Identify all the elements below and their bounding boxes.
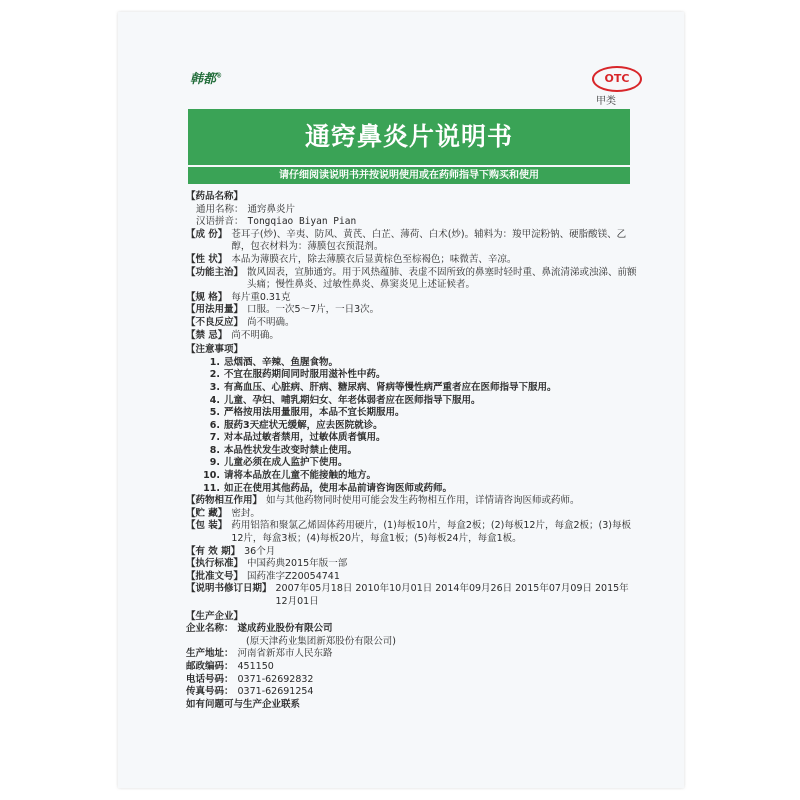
precaution-item: [186, 483, 638, 496]
precaution-item: [186, 357, 638, 370]
precaution-item: [186, 395, 638, 408]
storage-row: 【贮 藏】 密封。: [186, 507, 260, 519]
leaflet-content: [186, 189, 638, 711]
precaution-number: 10.: [203, 470, 220, 482]
address-row: 生产地址： 河南省新郑市人民东路: [186, 648, 333, 660]
document-title: 通窍鼻炎片说明书: [188, 109, 630, 165]
precautions-list: [186, 357, 638, 496]
precaution-number: 3.: [209, 381, 220, 393]
precaution-text: 有高血压、心脏病、肝病、糖尿病、肾病等慢性病严重者应在医师指导下服用。: [224, 381, 557, 393]
validity-row: 【有 效 期】 36个月: [186, 545, 276, 557]
standard-row: 【执行标准】 中国药典2015年版一部: [186, 558, 348, 570]
brand-logo: 韩都®: [190, 72, 223, 87]
appearance-row: 【性 状】 本品为薄膜衣片，除去薄膜衣后显黄棕色至棕褐色；味微苦、辛凉。: [186, 253, 517, 265]
ingredients-row: 【成 份】 苍耳子(炒)、辛夷、防风、黄芪、白芷、薄荷、白术(炒)。辅料为：羧甲淀粉钠、硬脂酸镁、乙醇，包衣材料为：薄膜包衣预混剂。: [186, 228, 627, 253]
precaution-item: [186, 470, 638, 483]
precaution-item: [186, 407, 638, 420]
precaution-item: [186, 382, 638, 395]
fax-row: 传真号码： 0371-62691254: [186, 686, 314, 698]
precaution-text: 严格按用法用量服用，本品不宜长期服用。: [224, 407, 405, 419]
precaution-number: 8.: [209, 444, 220, 456]
adverse-row: 【不良反应】 尚不明确。: [186, 316, 295, 328]
precaution-number: 9.: [209, 457, 220, 469]
pinyin-row: 汉语拼音： Tongqiao Biyan Pian: [196, 216, 357, 228]
generic-name-row: 通用名称： 通窍鼻炎片: [196, 203, 296, 215]
precaution-item: [186, 432, 638, 445]
precaution-number: 7.: [209, 432, 220, 444]
precautions-heading: 【注意事项】: [186, 344, 244, 356]
zip-row: 邮政编码： 451150: [186, 660, 274, 672]
dosage-row: 【用法用量】 口服。一次5～7片，一日3次。: [186, 304, 380, 316]
precaution-item: [186, 369, 638, 382]
usage-notice: 请仔细阅读说明书并按说明使用或在药师指导下购买和使用: [188, 167, 630, 184]
contact-note: 如有问题可与生产企业联系: [186, 698, 301, 710]
precaution-number: 6.: [209, 419, 220, 431]
phone-row: 电话号码： 0371-62692832: [186, 673, 314, 685]
precaution-number: 1.: [209, 356, 220, 368]
precaution-text: 如正在使用其他药品，使用本品前请咨询医师或药师。: [224, 482, 453, 494]
otc-class: 甲类: [596, 96, 616, 107]
approval-row: 【批准文号】 国药准字Z20054741: [186, 570, 340, 582]
manufacturer-heading: 【生产企业】: [186, 610, 244, 622]
precaution-text: 请将本品放在儿童不能接触的地方。: [224, 470, 377, 482]
manufacturer-name-row: 企业名称： 遂成药业股份有限公司: [186, 623, 333, 635]
manufacturer-former-row: (原天津药业集团新郑股份有限公司): [246, 635, 396, 647]
precaution-text: 本品性状发生改变时禁止使用。: [224, 444, 358, 456]
precaution-text: 服药3天症状无缓解，应去医院就诊。: [224, 419, 383, 431]
spec-row: 【规 格】 每片重0.31克: [186, 291, 291, 303]
contraindications-row: 【禁 忌】 尚不明确。: [186, 329, 279, 341]
precaution-number: 4.: [209, 394, 220, 406]
precaution-item: [186, 420, 638, 433]
precaution-text: 对本品过敏者禁用，过敏体质者慎用。: [224, 432, 386, 444]
interactions-row: 【药物相互作用】 如与其他药物同时使用可能会发生药物相互作用，详情请咨询医师或药师。: [186, 495, 580, 507]
precaution-number: 5.: [209, 407, 220, 419]
precaution-number: 2.: [209, 369, 220, 381]
drug-name-section: 【药品名称】: [186, 191, 244, 202]
leaflet-page: [118, 12, 684, 788]
otc-badge: OTC: [592, 66, 642, 92]
precaution-item: [186, 445, 638, 458]
revision-row: 【说明书修订日期】 2007年05月18日 2010年10月01日 2014年09月26日 2015年07月09日 2015年12月01日: [186, 583, 629, 607]
indications-row: 【功能主治】 散风固表，宣肺通窍。用于风热蕴肺、表虚不固所致的鼻塞时轻时重、鼻流清涕或浊涕、前额头痛；慢性鼻炎、过敏性鼻炎、鼻窦炎见上述证候者。: [186, 266, 637, 291]
precaution-number: 11.: [203, 482, 220, 494]
precaution-text: 忌烟酒、辛辣、鱼腥食物。: [224, 356, 339, 368]
precaution-text: 不宜在服药期间同时服用滋补性中药。: [224, 369, 386, 381]
precaution-text: 儿童、孕妇、哺乳期妇女、年老体弱者应在医师指导下服用。: [224, 394, 481, 406]
package-row: 【包 装】 药用铝箔和聚氯乙烯固体药用硬片，(1)每板10片，每盒2板；(2)每板12片，每盒2板；(3)每板12片，每盒3板；(4)每板20片，每盒1板；(5)每板24片，每盒1板。: [186, 520, 631, 545]
precaution-text: 儿童必须在成人监护下使用。: [224, 457, 348, 469]
precaution-item: [186, 457, 638, 470]
